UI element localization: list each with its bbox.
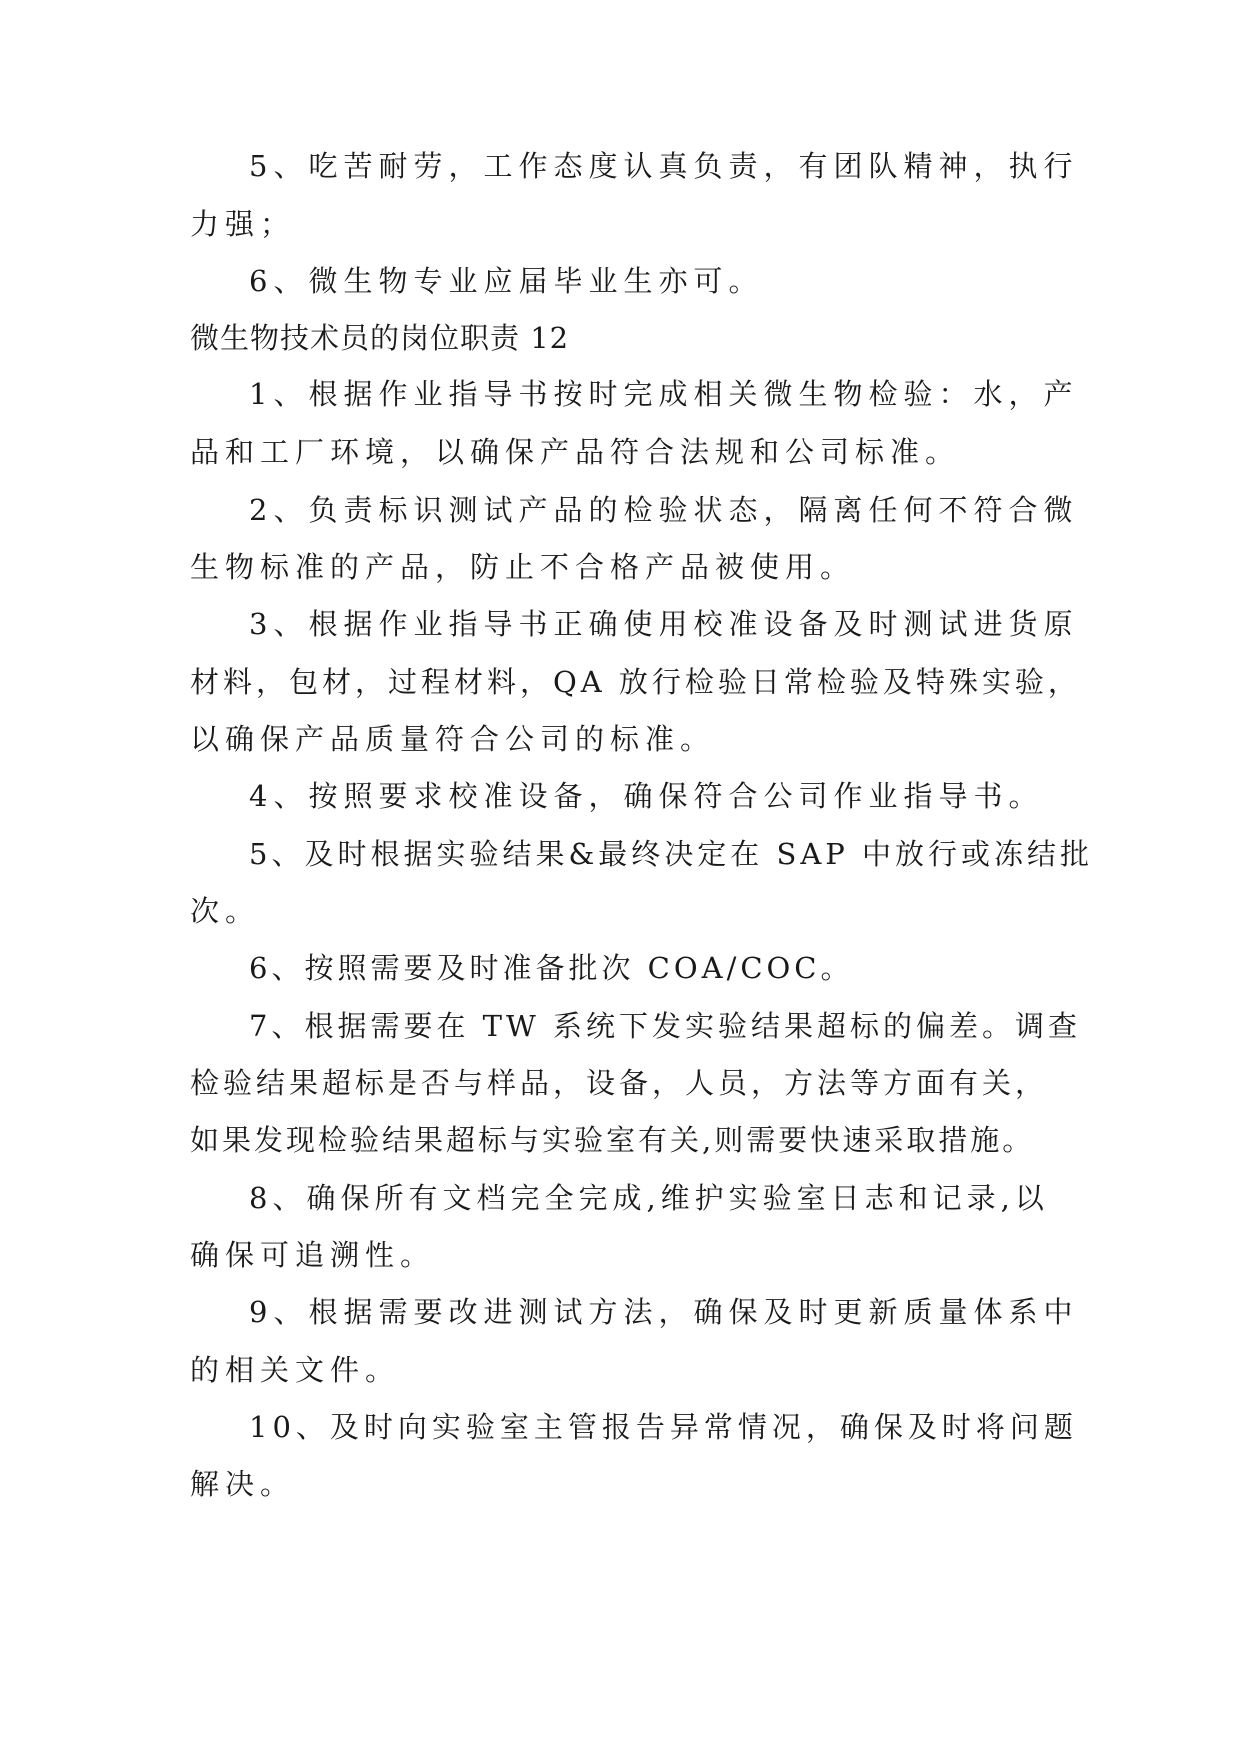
paragraph-line: 材料，包材，过程材料，QA 放行检验日常检验及特殊实验，	[190, 665, 1081, 699]
paragraph-line: 10、及时向实验室主管报告异常情况，确保及时将问题	[249, 1410, 1078, 1444]
paragraph-line: 的相关文件。	[190, 1353, 401, 1387]
paragraph-line: 如果发现检验结果超标与实验室有关,则需要快速采取措施。	[190, 1123, 1035, 1157]
paragraph-line: 以确保产品质量符合公司的标准。	[190, 722, 716, 756]
paragraph-line: 6、微生物专业应届毕业生亦可。	[249, 264, 764, 298]
paragraph-line: 次。	[190, 894, 261, 928]
paragraph-line: 1、根据作业指导书按时完成相关微生物检验：水，产	[249, 377, 1079, 411]
paragraph-line: 2、负责标识测试产品的检验状态，隔离任何不符合微	[249, 493, 1079, 527]
paragraph-line: 品和工厂环境，以确保产品符合法规和公司标准。	[190, 435, 961, 469]
paragraph-line: 9、根据需要改进测试方法，确保及时更新质量体系中	[249, 1295, 1079, 1329]
paragraph-line: 8、确保所有文档完全完成,维护实验室日志和记录,以	[249, 1181, 1049, 1215]
paragraph-line: 4、按照要求校准设备，确保符合公司作业指导书。	[249, 779, 1044, 813]
paragraph-line: 生物标准的产品，防止不合格产品被使用。	[190, 550, 856, 584]
paragraph-line: 6、按照需要及时准备批次 COA/COC。	[249, 951, 854, 985]
paragraph-line: 力强；	[190, 207, 296, 241]
paragraph-line: 5、及时根据实验结果&最终决定在 SAP 中放行或冻结批	[249, 837, 1094, 871]
paragraph-line: 5、吃苦耐劳，工作态度认真负责，有团队精神，执行	[249, 149, 1079, 183]
paragraph-line: 3、根据作业指导书正确使用校准设备及时测试进货原	[249, 607, 1079, 641]
paragraph-line: 确保可追溯性。	[190, 1238, 436, 1272]
paragraph-line: 解决。	[190, 1467, 296, 1501]
section-heading: 微生物技术员的岗位职责 12	[190, 321, 570, 355]
paragraph-line: 7、根据需要在 TW 系统下发实验结果超标的偏差。调查	[249, 1009, 1082, 1043]
paragraph-line: 检验结果超标是否与样品，设备，人员，方法等方面有关，	[190, 1066, 1049, 1100]
